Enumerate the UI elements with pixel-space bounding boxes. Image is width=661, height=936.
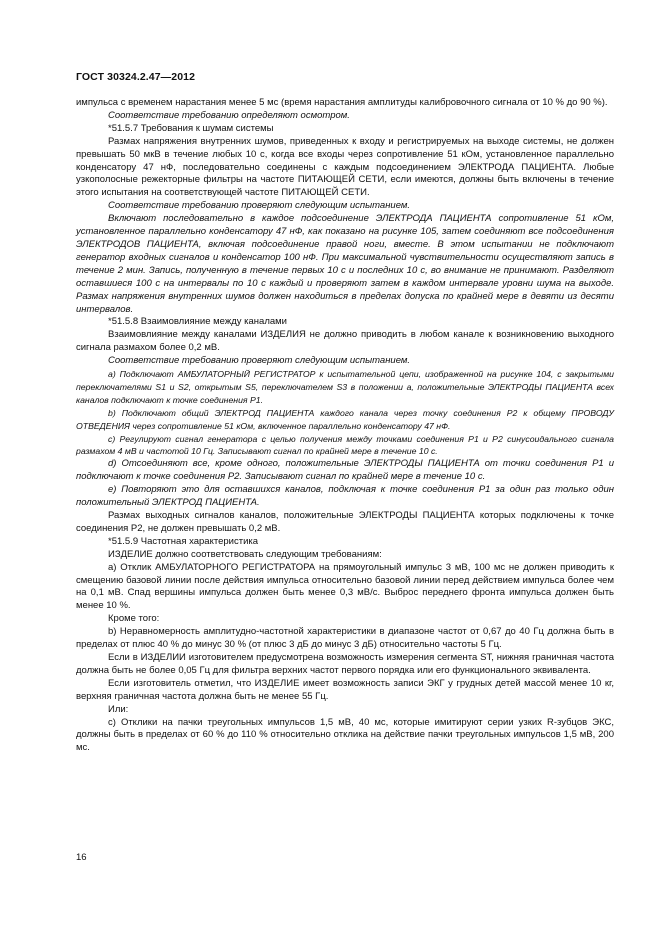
paragraph-infant-ecg: Если изготовитель отметил, что ИЗДЕЛИЕ имеет возможность записи ЭКГ у грудных детей массой менее 10 кг, верхняя граничная частота должна быть не менее 55 Гц. (76, 677, 614, 702)
list-item-b: b) Неравномерность амплитудно-частотной характеристики в диапазоне частот от 0,67 до 40 Гц должна быть в пределах от плюс 40 % до минус 30 % (от плюс 3 дБ до минус 3 дБ) относительно частоты 5 Гц. (76, 626, 614, 651)
list-item-c: c) Отклики на пачки треугольных импульсов 1,5 мВ, 40 мс, которые имитируют серии узких R-зубцов ЭКС, должны быть в пределах от 60 % до 110 % относительно отклика на действие пачки треугольных импульсов 1,5 мВ, 200 мс. (76, 716, 614, 754)
paragraph-or: Или: (108, 703, 129, 715)
page-number: 16 (76, 852, 87, 863)
list-item-c: c) Регулируют сигнал генератора с целью получения между точками соединения P1 и P2 синусоидального сигнала размахом 4 мВ и частотой 10 Гц. Записывают сигнал по крайней мере в течение 10 с. (76, 433, 614, 457)
document-header: ГОСТ 30324.2.47—2012 (76, 71, 196, 83)
list-item-b: b) Подключают общий ЭЛЕКТРОД ПАЦИЕНТА каждого канала через точку соединения P2 к общему ПРОВОДУ ОТВЕДЕНИЯ через сопротивление 51 кОм, включенное параллельно конденсатору 47 нФ. (76, 407, 614, 431)
list-item-a: a) Подключают АМБУЛАТОРНЫЙ РЕГИСТРАТОР к испытательной цепи, изображенной на рисунке 104, с закрытыми переключателями S1 и S2, открытым S5, переключателем S3 в положении a, положительные ЭЛЕКТРОДЫ ПАЦИЕНТА всех каналов подключают к точке соединения P1. (76, 369, 614, 405)
paragraph-compliance-note: Соответствие требованию проверяют следующим испытанием. (108, 200, 411, 212)
section-heading-51-5-8: *51.5.8 Взаимовлияние между каналами (108, 316, 287, 328)
paragraph-compliance-note: Соответствие требованию определяют осмотром. (108, 109, 350, 121)
paragraph-continuation: импульса с временем нарастания менее 5 мс (время нарастания амплитуды калибровочного сигнала от 10 % до 90 %). (76, 97, 608, 108)
section-heading-51-5-7: *51.5.7 Требования к шумам системы (108, 122, 274, 134)
paragraph-crosstalk-requirement: Взаимовлияние между каналами ИЗДЕЛИЯ не должно приводить в любом канале к возникновению выходного сигнала размахом более 0,2 мВ. (76, 329, 614, 354)
paragraph-crosstalk-limit: Размах выходных сигналов каналов, положительные ЭЛЕКТРОДЫ ПАЦИЕНТА которых подключены к точке соединения P2, не должен превышать 0,2 мВ. (76, 510, 614, 534)
paragraph-st-segment: Если в ИЗДЕЛИИ изготовителем предусмотрена возможность измерения сегмента ST, нижняя граничная частота должна быть не более 0,05 Гц для фильтра верхних частот первого порядка или его функционального эквивалента. (76, 651, 614, 676)
list-item-d: d) Отсоединяют все, кроме одного, положительные ЭЛЕКТРОДЫ ПАЦИЕНТА от точки соединения P1 и подключают к точке соединения P2. Записывают сигнал по крайней мере в течение 10 с. (76, 458, 614, 483)
section-heading-51-5-9: *51.5.9 Частотная характеристика (108, 535, 259, 547)
paragraph-noise-test: Включают последовательно в каждое подсоединение ЭЛЕКТРОДА ПАЦИЕНТА сопротивление 51 кОм, установленное параллельно конденсатору 47 нФ, как показано на рисунке 105, затем соединяют все подсоединения ЭЛЕКТРОДОВ ПАЦИЕНТА, включая подсоединение правой ноги, вместе. В этом испытании не подключают генератор входных сигналов и конденсатор 100 нФ. При максимальной чувствительности осуществляют запись в течение 2 мин. Запись, полученную в течение первых 10 с и последних 10 с, во внимание не принимают. Разделяют оставшиеся 100 с на интервалы по 10 с каждый и проверяют затем в каждом интервале уровни шума на выходе. Размах напряжения внутренних шумов должен находиться в пределах допуска по крайней мере в девяти из десяти интервалов. (76, 213, 614, 315)
document-body (76, 97, 614, 755)
list-item-a: a) Отклик АМБУЛАТОРНОГО РЕГИСТРАТОРА на прямоугольный импульс 3 мВ, 100 мс не должен приводить к смещению базовой линии после действия импульса относительно базовой линии перед действием импульса более чем на 0,1 мВ. Спад вершины импульса должен быть менее 0,3 мВ/с. Выброс переднего фронта импульса должен быть менее 10 %. (76, 561, 614, 612)
list-item-e: e) Повторяют это для оставшихся каналов, подключая к точке соединения P1 за один раз только один положительный ЭЛЕКТРОД ПАЦИЕНТА. (76, 484, 614, 509)
paragraph-noise-requirement: Размах напряжения внутренних шумов, приведенных к входу и регистрируемых на выходе системы, не должен превышать 50 мкВ в течение любых 10 с, когда все входы через сопротивление 51 кОм, установленное параллельно конденсатору 47 нФ, последовательно соединены с каждым подсоединением ЭЛЕКТРОДА ПАЦИЕНТА. Любые узкополосные режекторные фильтры на частоте ПИТАЮЩЕЙ СЕТИ, если имеются, должны быть включены в течение этого испытания на соответствующей частоте ПИТАЮЩЕЙ СЕТИ. (76, 135, 614, 199)
paragraph-compliance-note: Соответствие требованию проверяют следующим испытанием. (108, 355, 411, 367)
paragraph-frequency-intro: ИЗДЕЛИЕ должно соответствовать следующим требованиям: (108, 548, 382, 560)
paragraph-besides: Кроме того: (108, 613, 160, 625)
